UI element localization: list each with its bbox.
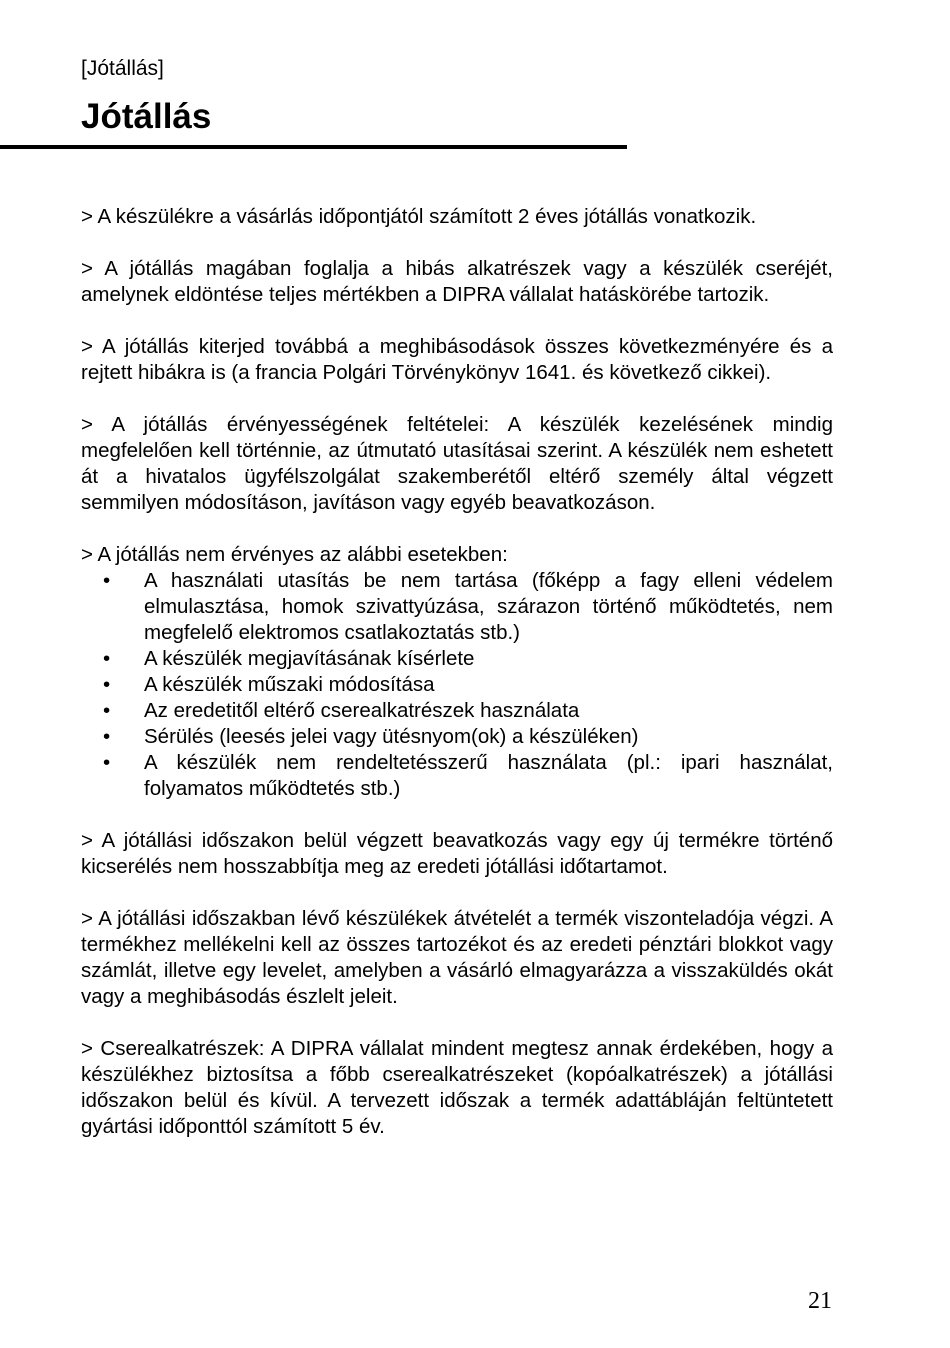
bullet-icon: • (103, 699, 111, 722)
bullet-icon: • (103, 569, 111, 592)
list-item (81, 698, 833, 724)
page-title: Jótállás (81, 97, 212, 136)
warranty-conditions-paragraph: > A jótállás érvényességének feltételei: A készülék kezelésének mindig megfelelően kell történnie, az útmutató utasításai szerint. A készülék nem eshetett át a hivatalos ügyfélszolgálat szakemberétől eltérő személy által végzett semmilyen módosításon, javításon vagy egyéb beavatkozáson. (81, 413, 833, 514)
list-item-text: A használati utasítás be nem tartása (főképp a fagy elleni védelem elmulasztása, homok szivattyúzása, szárazon történő működtetés, nem megfelelő elektromos csatlakoztatás stb.) (144, 569, 833, 644)
warranty-body (81, 204, 833, 1166)
warranty-exclusions-intro: > A jótállás nem érvényes az alábbi esetekben: (81, 543, 508, 566)
list-item (81, 646, 833, 672)
bullet-icon: • (103, 725, 111, 748)
warranty-scope-paragraph: > A jótállás magában foglalja a hibás alkatrészek vagy a készülék cseréjét, amelynek eldöntése teljes mértékben a DIPRA vállalat hatáskörébe tartozik. (81, 257, 833, 306)
warranty-return-paragraph: > A jótállási időszakban lévő készülékek átvételét a termék viszonteladója végzi. A termékhez mellékelni kell az összes tartozékot és az eredeti pénztári blokkot vagy számlát, illetve egy levelet, amelyben a vásárló elmagyarázza a visszaküldés okát vagy a meghibásodás észlelt jeleit. (81, 907, 833, 1008)
page-number: 21 (808, 1288, 832, 1314)
warranty-extension-paragraph: > A jótállási időszakon belül végzett beavatkozás vagy egy új termékre történő kicserélés nem hosszabbítja meg az eredeti jótállási időtartamot. (81, 829, 833, 878)
bullet-icon: • (103, 673, 111, 696)
list-item-text: A készülék megjavításának kísérlete (144, 647, 475, 670)
list-item (81, 568, 833, 646)
warranty-period-paragraph: > A készülékre a vásárlás időpontjától számított 2 éves jótállás vonatkozik. (81, 205, 757, 228)
title-underline-divider (0, 145, 627, 149)
breadcrumb: [Jótállás] (81, 57, 164, 80)
bullet-icon: • (103, 647, 111, 670)
list-item (81, 724, 833, 750)
warranty-consequences-paragraph: > A jótállás kiterjed továbbá a meghibásodások összes következményére és a rejtett hibákra is (a francia Polgári Törvénykönyv 1641. és következő cikkei). (81, 335, 833, 384)
list-item-text: A készülék műszaki módosítása (144, 673, 435, 696)
list-item (81, 672, 833, 698)
list-item-text: Az eredetitől eltérő cserealkatrészek használata (144, 699, 580, 722)
warranty-exclusions-list (81, 568, 833, 802)
list-item-text: Sérülés (leesés jelei vagy ütésnyom(ok) a készüléken) (144, 725, 639, 748)
bullet-icon: • (103, 751, 111, 774)
spare-parts-paragraph: > Cserealkatrészek: A DIPRA vállalat mindent megtesz annak érdekében, hogy a készülékhez biztosítsa a főbb cserealkatrészeket (kopóalkatrészek) a jótállási időszakon belül és kívül. A tervezett időszak a termék adattábláján feltüntetett gyártási időponttól számított 5 év. (81, 1037, 833, 1138)
list-item-text: A készülék nem rendeltetésszerű használata (pl.: ipari használat, folyamatos működtetés stb.) (144, 751, 833, 800)
list-item (81, 750, 833, 802)
